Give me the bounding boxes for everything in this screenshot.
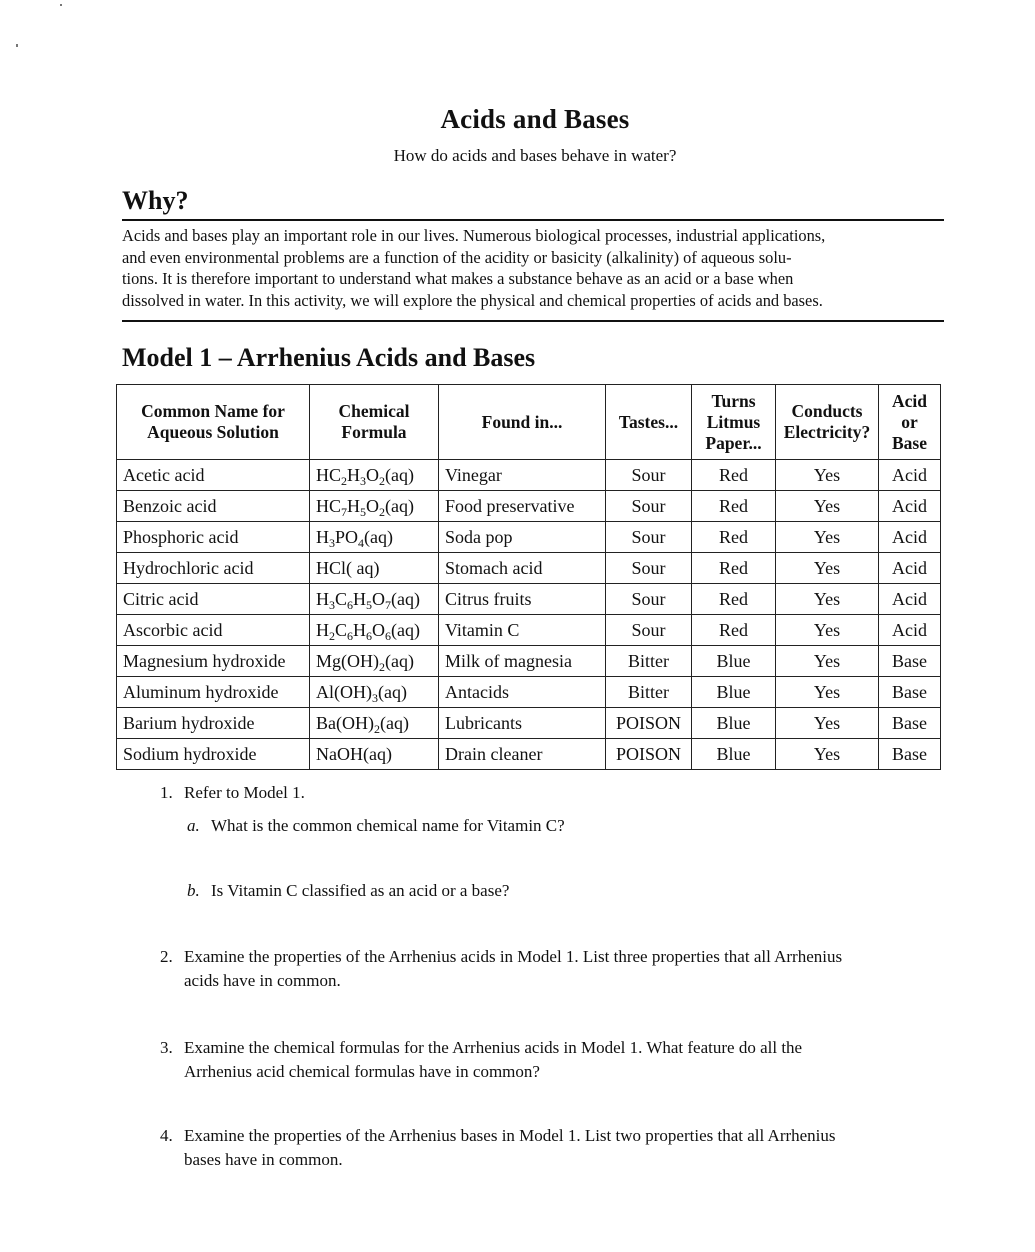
cell-common-name: Ascorbic acid <box>117 615 310 646</box>
cell-acid-or-base: Acid <box>879 615 941 646</box>
cell-chemical-formula: $HC_2H_3O_2(aq)$ <box>310 460 439 491</box>
cell-found-in: Soda pop <box>439 522 606 553</box>
question-1 <box>160 781 960 805</box>
cell-litmus: Red <box>692 522 776 553</box>
cell-litmus: Red <box>692 584 776 615</box>
cell-conducts: Yes <box>776 553 879 584</box>
cell-acid-or-base: Base <box>879 739 941 770</box>
question-number: 1. <box>160 783 173 802</box>
cell-litmus: Red <box>692 615 776 646</box>
cell-litmus: Blue <box>692 708 776 739</box>
cell-common-name: Phosphoric acid <box>117 522 310 553</box>
question-number: 4. <box>160 1126 173 1145</box>
question-3 <box>160 1036 980 1084</box>
cell-litmus: Blue <box>692 739 776 770</box>
page-title: Acids and Bases <box>440 104 630 134</box>
cell-litmus: Blue <box>692 677 776 708</box>
cell-common-name: Benzoic acid <box>117 491 310 522</box>
cell-found-in: Vitamin C <box>439 615 606 646</box>
cell-conducts: Yes <box>776 584 879 615</box>
cell-common-name: Barium hydroxide <box>117 708 310 739</box>
why-paragraph <box>122 225 948 311</box>
cell-conducts: Yes <box>776 708 879 739</box>
model-table <box>116 384 941 770</box>
cell-common-name: Aluminum hydroxide <box>117 677 310 708</box>
header-acid-or-base: Acid or Base <box>879 385 941 460</box>
cell-found-in: Vinegar <box>439 460 606 491</box>
table-row <box>117 646 941 677</box>
cell-conducts: Yes <box>776 615 879 646</box>
table-row <box>117 584 941 615</box>
question-text-line2: Arrhenius acid chemical formulas have in common? <box>184 1062 540 1081</box>
question-text-line2: acids have in common. <box>184 971 341 990</box>
question-text-line1: Examine the properties of the Arrhenius acids in Model 1. List three properties that all Arrhenius <box>184 947 843 966</box>
table-row <box>117 739 941 770</box>
cell-found-in: Antacids <box>439 677 606 708</box>
table-row <box>117 615 941 646</box>
cell-common-name: Hydrochloric acid <box>117 553 310 584</box>
question-text-line2: bases have in common. <box>184 1150 343 1169</box>
cell-found-in: Stomach acid <box>439 553 606 584</box>
cell-acid-or-base: Base <box>879 646 941 677</box>
cell-acid-or-base: Acid <box>879 460 941 491</box>
question-2 <box>160 945 980 993</box>
cell-found-in: Drain cleaner <box>439 739 606 770</box>
cell-tastes: Sour <box>606 522 692 553</box>
cell-found-in: Food preservative <box>439 491 606 522</box>
cell-tastes: Bitter <box>606 646 692 677</box>
header-conducts: Conducts Electricity? <box>776 385 879 460</box>
cell-tastes: Sour <box>606 553 692 584</box>
cell-chemical-formula: NaOH(aq) <box>310 739 439 770</box>
why-line: tions. It is therefore important to understand what makes a substance behave as an acid or a base when <box>122 269 794 288</box>
cell-acid-or-base: Base <box>879 708 941 739</box>
cell-litmus: Red <box>692 553 776 584</box>
cell-conducts: Yes <box>776 739 879 770</box>
cell-tastes: Sour <box>606 584 692 615</box>
question-4 <box>160 1124 980 1172</box>
cell-found-in: Lubricants <box>439 708 606 739</box>
cell-chemical-formula: $H_3PO_4(aq)$ <box>310 522 439 553</box>
table-row <box>117 522 941 553</box>
cell-conducts: Yes <box>776 522 879 553</box>
header-common-name: Common Name for Aqueous Solution <box>117 385 310 460</box>
question-text: Refer to Model 1. <box>184 783 305 802</box>
table-row <box>117 677 941 708</box>
cell-acid-or-base: Base <box>879 677 941 708</box>
cell-chemical-formula: $Al(OH)_3(aq)$ <box>310 677 439 708</box>
cell-conducts: Yes <box>776 460 879 491</box>
cell-litmus: Red <box>692 491 776 522</box>
cell-chemical-formula: $Ba(OH)_2(aq)$ <box>310 708 439 739</box>
section-divider <box>122 320 944 322</box>
question-1a <box>187 814 967 838</box>
why-line: and even environmental problems are a function of the acidity or basicity (alkalinity) of aqueous solu- <box>122 247 792 267</box>
cell-tastes: POISON <box>606 739 692 770</box>
scan-speck <box>16 44 18 47</box>
cell-litmus: Blue <box>692 646 776 677</box>
cell-common-name: Acetic acid <box>117 460 310 491</box>
model-heading: Model 1 – Arrhenius Acids and Bases <box>122 343 536 372</box>
why-line: Acids and bases play an important role in our lives. Numerous biological processes, industrial applications, <box>122 226 826 245</box>
cell-litmus: Red <box>692 460 776 491</box>
cell-common-name: Magnesium hydroxide <box>117 646 310 677</box>
question-text-line1: Examine the properties of the Arrhenius bases in Model 1. List two properties that all Arrhenius <box>184 1126 836 1145</box>
why-line: dissolved in water. In this activity, we will explore the physical and chemical properties of acids and bases. <box>122 290 823 310</box>
cell-chemical-formula: HCl( aq) <box>310 553 439 584</box>
question-letter: a. <box>187 816 200 835</box>
cell-tastes: Sour <box>606 615 692 646</box>
why-heading: Why? <box>122 186 189 215</box>
section-divider <box>122 219 944 221</box>
question-text: What is the common chemical name for Vitamin C? <box>211 816 565 835</box>
header-litmus: Turns Litmus Paper... <box>692 385 776 460</box>
cell-found-in: Citrus fruits <box>439 584 606 615</box>
table-row <box>117 460 941 491</box>
cell-conducts: Yes <box>776 646 879 677</box>
cell-chemical-formula: $H_2C_6H_6O_6(aq)$ <box>310 615 439 646</box>
cell-acid-or-base: Acid <box>879 522 941 553</box>
cell-chemical-formula: $H_3C_6H_5O_7(aq)$ <box>310 584 439 615</box>
question-text-line1: Examine the chemical formulas for the Arrhenius acids in Model 1. What feature do all the <box>184 1038 803 1057</box>
table-row <box>117 491 941 522</box>
scan-speck <box>60 4 62 6</box>
header-chemical-formula: Chemical Formula <box>310 385 439 460</box>
question-number: 2. <box>160 947 173 966</box>
table-row <box>117 553 941 584</box>
cell-tastes: POISON <box>606 708 692 739</box>
header-found-in: Found in... <box>439 385 606 460</box>
question-1b <box>187 879 967 903</box>
header-tastes: Tastes... <box>606 385 692 460</box>
cell-conducts: Yes <box>776 677 879 708</box>
table-row <box>117 708 941 739</box>
table-body <box>117 460 941 770</box>
cell-common-name: Sodium hydroxide <box>117 739 310 770</box>
cell-common-name: Citric acid <box>117 584 310 615</box>
cell-tastes: Sour <box>606 491 692 522</box>
question-number: 3. <box>160 1038 173 1057</box>
cell-chemical-formula: $HC_7H_5O_2(aq)$ <box>310 491 439 522</box>
cell-acid-or-base: Acid <box>879 584 941 615</box>
cell-found-in: Milk of magnesia <box>439 646 606 677</box>
question-letter: b. <box>187 881 200 900</box>
cell-conducts: Yes <box>776 491 879 522</box>
page-subtitle: How do acids and bases behave in water? <box>393 146 677 165</box>
question-text: Is Vitamin C classified as an acid or a base? <box>211 881 510 900</box>
cell-acid-or-base: Acid <box>879 553 941 584</box>
cell-acid-or-base: Acid <box>879 491 941 522</box>
cell-chemical-formula: $Mg(OH)_2(aq)$ <box>310 646 439 677</box>
table-header-row <box>117 385 941 460</box>
cell-tastes: Bitter <box>606 677 692 708</box>
cell-tastes: Sour <box>606 460 692 491</box>
